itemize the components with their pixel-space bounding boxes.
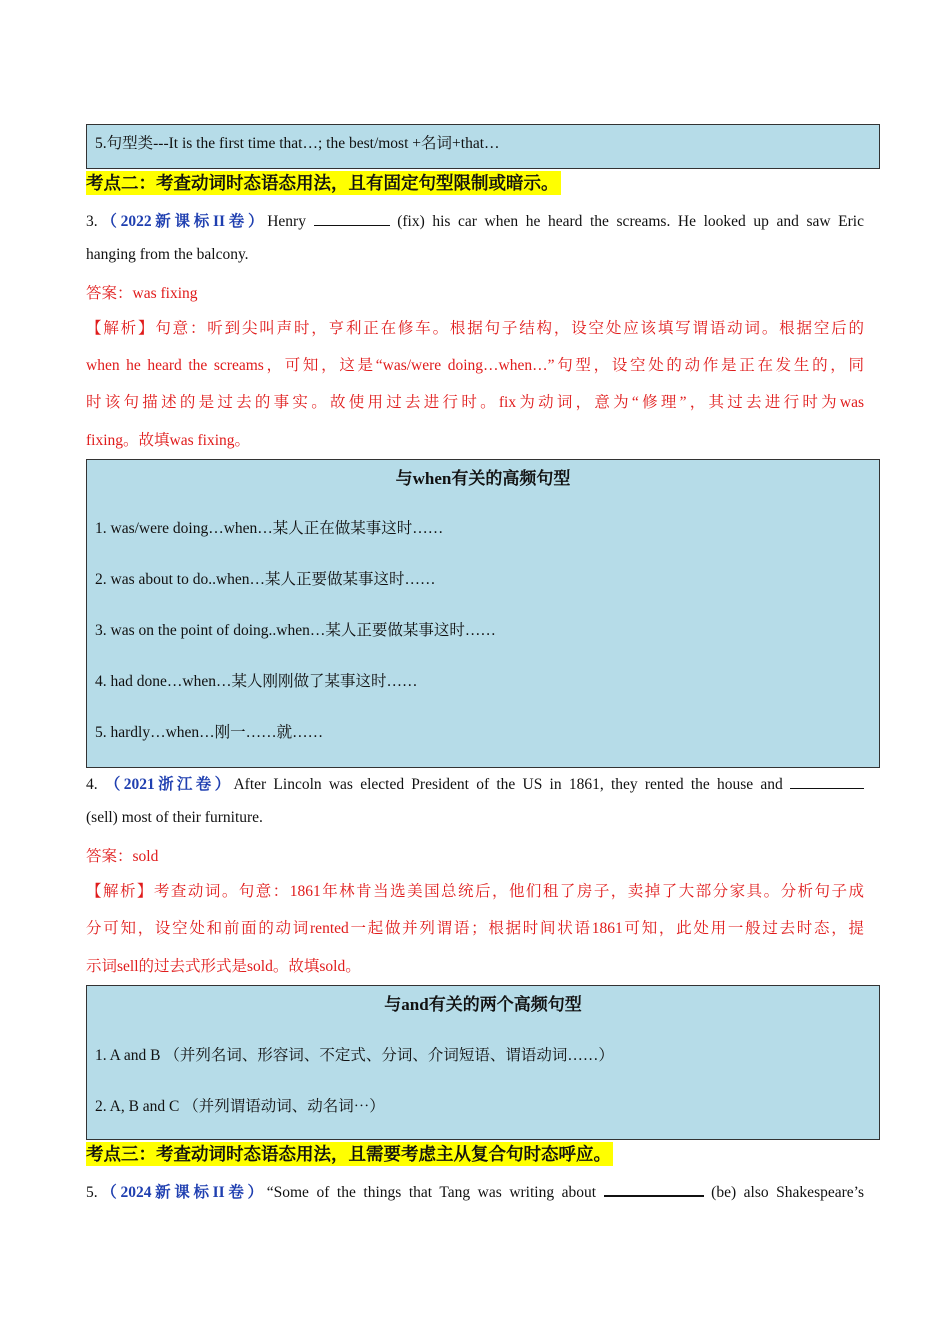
question-5-text-b: (be) also Shakespeare’s — [711, 1184, 864, 1201]
question-3-analysis-1: 【解析】句意：听到尖叫声时，亨利正在修车。根据句子结构，设空处应该填写谓语动词。根据空后的 — [86, 320, 864, 337]
question-3-text-b: (fix) his car when he heard the screams. He looked up and saw Eric — [397, 213, 864, 230]
question-5-source: （2024新课标II卷） — [97, 1184, 267, 1201]
question-5-blank — [604, 1181, 704, 1197]
question-4-line1 — [86, 772, 864, 794]
and-pattern-item: 1. A and B （并列名词、形容词、不定式、分词、介词短语、谓语动词……） — [95, 1047, 614, 1064]
question-4-text-a: After Lincoln was elected President of the US in 1861, they rented the house and — [233, 776, 783, 793]
question-4-line2: (sell) most of their furniture. — [86, 809, 263, 826]
question-5-number: 5. — [86, 1184, 98, 1201]
when-pattern-item: 2. was about to do..when…某人正要做某事这时…… — [95, 571, 436, 588]
question-3-analysis-2: when he heard the screams，可知，这是“was/were doing…when…”句型，设空处的动作是正在发生的，同 — [86, 357, 864, 374]
pattern-box-sentence — [86, 124, 880, 169]
question-4-analysis-2: 分可知，设空处和前面的动词rented一起做并列谓语；根据时间状语1861可知，此处用一般过去时态，提 — [86, 920, 864, 937]
question-3-answer: 答案：was fixing — [86, 285, 198, 302]
when-pattern-item: 3. was on the point of doing..when…某人正要做某事这时…… — [95, 622, 496, 639]
question-4-analysis-3: 示词sell的过去式形式是sold。故填sold。 — [86, 958, 361, 975]
point-two-heading: 考点二：考查动词时态语态用法，且有固定句型限制或暗示。 — [86, 173, 559, 193]
and-box-title: 与and有关的两个高频句型 — [384, 995, 582, 1014]
when-pattern-item: 5. hardly…when…刚一……就…… — [95, 724, 324, 741]
when-box-title: 与when有关的高频句型 — [395, 469, 571, 488]
when-pattern-item: 1. was/were doing…when…某人正在做某事这时…… — [95, 520, 444, 537]
when-pattern-box — [86, 459, 880, 768]
pattern-line: 5.句型类---It is the first time that…; the best/most +名词+that… — [95, 135, 500, 152]
question-4-number: 4. — [86, 776, 98, 793]
question-4-analysis-1: 【解析】考查动词。句意：1861年林肯当选美国总统后，他们租了房子，卖掉了大部分家具。分析句子成 — [86, 883, 864, 900]
question-4-blank — [790, 774, 864, 789]
question-3-number: 3. — [86, 213, 98, 230]
question-3-line1 — [86, 209, 864, 231]
question-4-answer: 答案：sold — [86, 848, 159, 865]
question-3-blank — [314, 211, 390, 226]
and-pattern-item: 2. A, B and C （并列谓语动词、动名词⋯） — [95, 1098, 385, 1115]
question-5-text-a: “Some of the things that Tang was writing about — [266, 1184, 597, 1201]
question-3-analysis-3: 时该句描述的是过去的事实。故使用过去进行时。fix为动词，意为“修理”，其过去进行时为was — [86, 394, 864, 411]
question-3-source: （2022新课标II卷） — [97, 213, 268, 230]
question-3-line2: hanging from the balcony. — [86, 246, 249, 263]
point-three-heading: 考点三：考查动词时态语态用法，且需要考虑主从复合句时态呼应。 — [86, 1144, 611, 1164]
and-pattern-box — [86, 985, 880, 1140]
question-3-analysis-4: fixing。故填was fixing。 — [86, 432, 251, 449]
question-3-text-a: Henry — [267, 213, 306, 230]
when-pattern-item: 4. had done…when…某人刚刚做了某事这时…… — [95, 673, 418, 690]
question-4-source: （2021浙江卷） — [104, 776, 234, 793]
question-5-line1 — [86, 1180, 864, 1202]
